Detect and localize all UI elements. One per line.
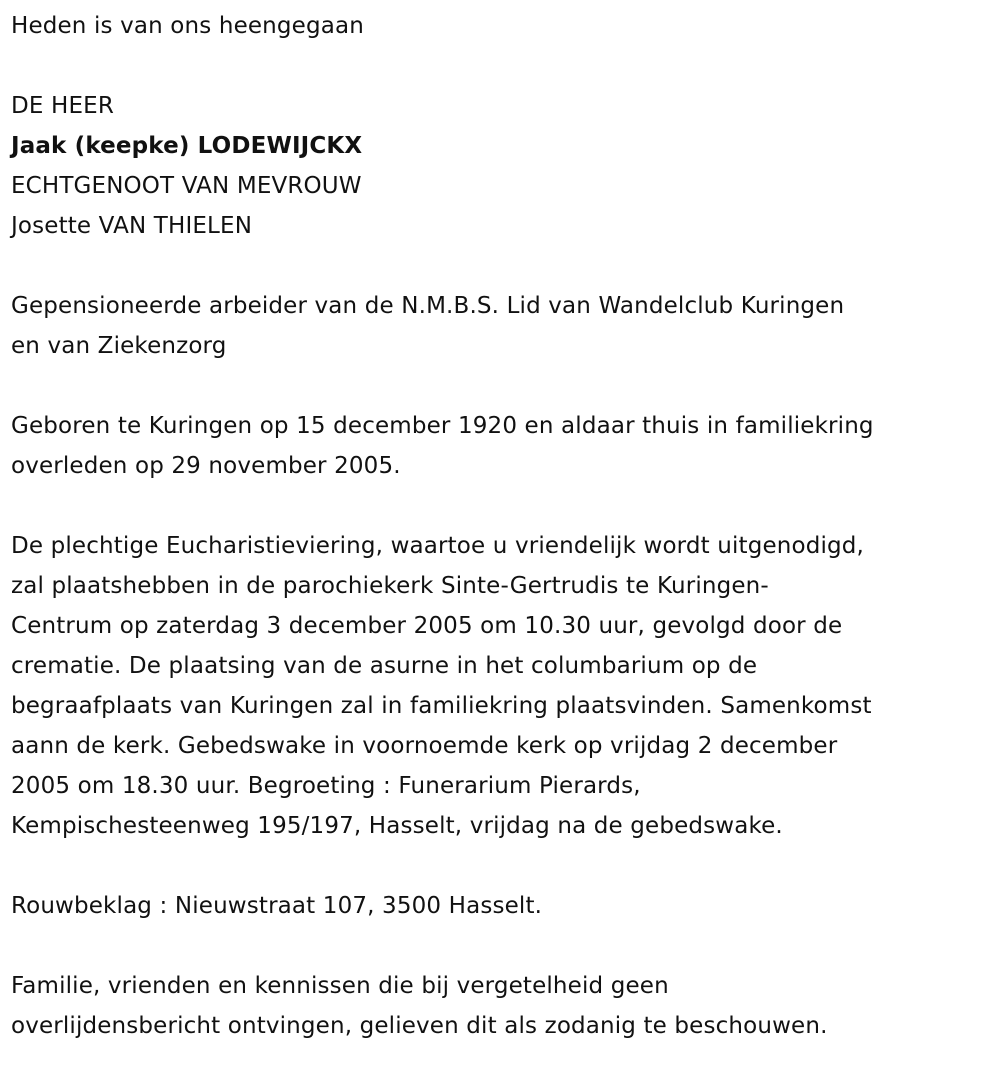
spacer <box>11 926 996 966</box>
spacer <box>11 486 996 526</box>
spacer <box>11 846 996 886</box>
ceremony-line: Centrum op zaterdag 3 december 2005 om 10.30 uur, gevolgd door de <box>11 613 843 639</box>
obituary-notice <box>11 6 996 1046</box>
spacer <box>11 46 996 86</box>
ceremony-line: aann de kerk. Gebedswake in voornoemde kerk op vrijdag 2 december <box>11 733 838 759</box>
ceremony-line: 2005 om 18.30 uur. Begroeting : Funerarium Pierards, <box>11 773 641 799</box>
ceremony-line: De plechtige Eucharistieviering, waartoe u vriendelijk wordt uitgenodigd, <box>11 533 864 559</box>
closing-line: overlijdensbericht ontvingen, gelieven dit als zodanig te beschouwen. <box>11 1013 828 1039</box>
condolences-line: Rouwbeklag : Nieuwstraat 107, 3500 Hasselt. <box>11 893 543 919</box>
spouse-label: ECHTGENOOT VAN MEVROUW <box>11 173 362 199</box>
ceremony-line: Kempischesteenweg 195/197, Hasselt, vrijdag na de gebedswake. <box>11 813 783 839</box>
spacer <box>11 366 996 406</box>
title-line: DE HEER <box>11 93 114 119</box>
deceased-name: Jaak (keepke) LODEWIJCKX <box>11 133 363 159</box>
birth-death-line: overleden op 29 november 2005. <box>11 453 401 479</box>
occupation-line: en van Ziekenzorg <box>11 333 227 359</box>
ceremony-line: zal plaatshebben in de parochiekerk Sinte-Gertrudis te Kuringen- <box>11 573 769 599</box>
intro-line: Heden is van ons heengegaan <box>11 13 364 39</box>
ceremony-line: begraafplaats van Kuringen zal in familiekring plaatsvinden. Samenkomst <box>11 693 872 719</box>
closing-line: Familie, vrienden en kennissen die bij vergetelheid geen <box>11 973 669 999</box>
ceremony-line: crematie. De plaatsing van de asurne in het columbarium op de <box>11 653 758 679</box>
birth-death-line: Geboren te Kuringen op 15 december 1920 en aldaar thuis in familiekring <box>11 413 874 439</box>
occupation-line: Gepensioneerde arbeider van de N.M.B.S. Lid van Wandelclub Kuringen <box>11 293 845 319</box>
spacer <box>11 246 996 286</box>
spouse-name: Josette VAN THIELEN <box>11 213 253 239</box>
